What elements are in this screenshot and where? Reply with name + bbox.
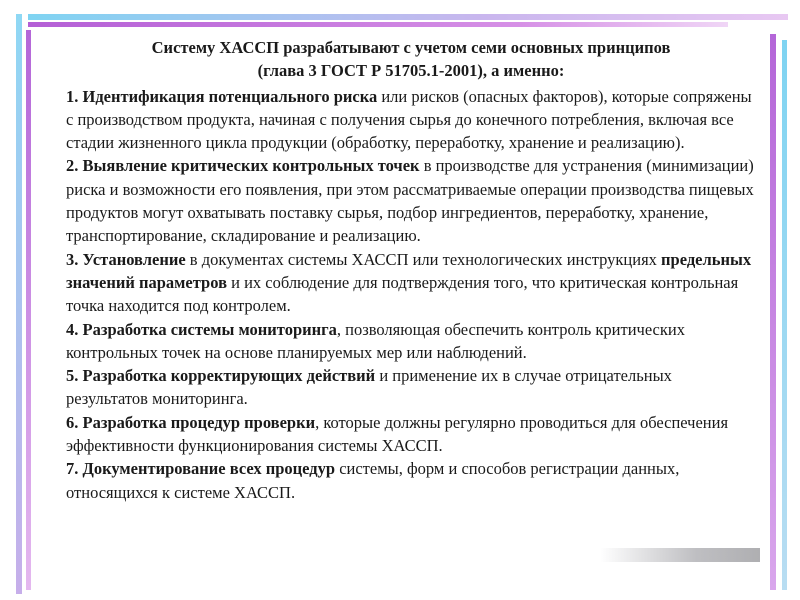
principle-text: , которые должны регулярно проводиться для обеспечения эффективности функционирования системы ХАССП. xyxy=(66,412,729,456)
principle-title: 5. Разработка корректирующих действий xyxy=(66,366,376,386)
principle-highlight: предельных значений параметров xyxy=(66,249,752,292)
principle-title: 6. Разработка процедур проверки xyxy=(66,412,316,432)
principle-text: , позволяющая обеспечить контроль критических контрольных точек на основе планируемых мер или наблюдений. xyxy=(66,319,685,362)
principle-item-7 xyxy=(66,457,756,504)
principle-title: 4. Разработка системы мониторинга xyxy=(66,319,337,339)
principle-item-3 xyxy=(66,248,756,318)
document-heading xyxy=(66,36,756,83)
decorative-left-bar-purple xyxy=(26,30,31,590)
decorative-left-bar-cyan xyxy=(16,14,22,594)
principle-text-continued: и их соблюдение для подтверждения того, что критическая контрольная точка находится под контролем. xyxy=(66,272,739,316)
principle-title: 1. Идентификация потенциального риска xyxy=(66,86,378,106)
principle-text: и применение их в случае отрицательных результатов мониторинга. xyxy=(66,366,672,409)
principle-title: 2. Выявление критических контрольных точек xyxy=(66,156,420,176)
principle-item-4 xyxy=(66,318,756,365)
principle-item-5 xyxy=(66,364,756,411)
decorative-right-bar-cyan xyxy=(782,40,787,590)
heading-line-1: Систему ХАССП разрабатывают с учетом семи основных принципов xyxy=(151,38,671,57)
decorative-top-bar-purple xyxy=(28,22,728,27)
decorative-top-bar-cyan xyxy=(28,14,788,20)
principle-title: 3. Установление xyxy=(66,249,186,269)
principle-text: в документах системы ХАССП или технологических инструкциях xyxy=(185,249,662,269)
decorative-right-bar-purple xyxy=(770,34,776,590)
heading-line-2: (глава 3 ГОСТ Р 51705.1-2001), а именно: xyxy=(257,61,565,81)
principle-item-6 xyxy=(66,411,756,458)
principle-title: 7. Документирование всех процедур xyxy=(66,459,336,479)
principle-text: системы, форм и способов регистрации данных, относящихся к системе ХАССП. xyxy=(66,459,680,502)
document-body xyxy=(66,36,756,504)
principle-item-1 xyxy=(66,85,756,155)
principle-text: в производстве для устранения (минимизации) риска и возможности его появления, при этом рассматриваемые операции производства пищевых продуктов могут охватывать поставку сырья, подбор ингредиентов, переработку, хранение, транспортирование, складирование и реализацию. xyxy=(66,156,754,246)
principle-text: или рисков (опасных факторов), которые сопряжены с производством продукта, начиная с получения сырья до конечного потребления, включая все стадии жизненного цикла продукции (обработку, переработку, хранение и реализацию). xyxy=(66,86,752,153)
decorative-bottom-shadow-bar xyxy=(600,548,760,562)
principle-item-2 xyxy=(66,154,756,247)
